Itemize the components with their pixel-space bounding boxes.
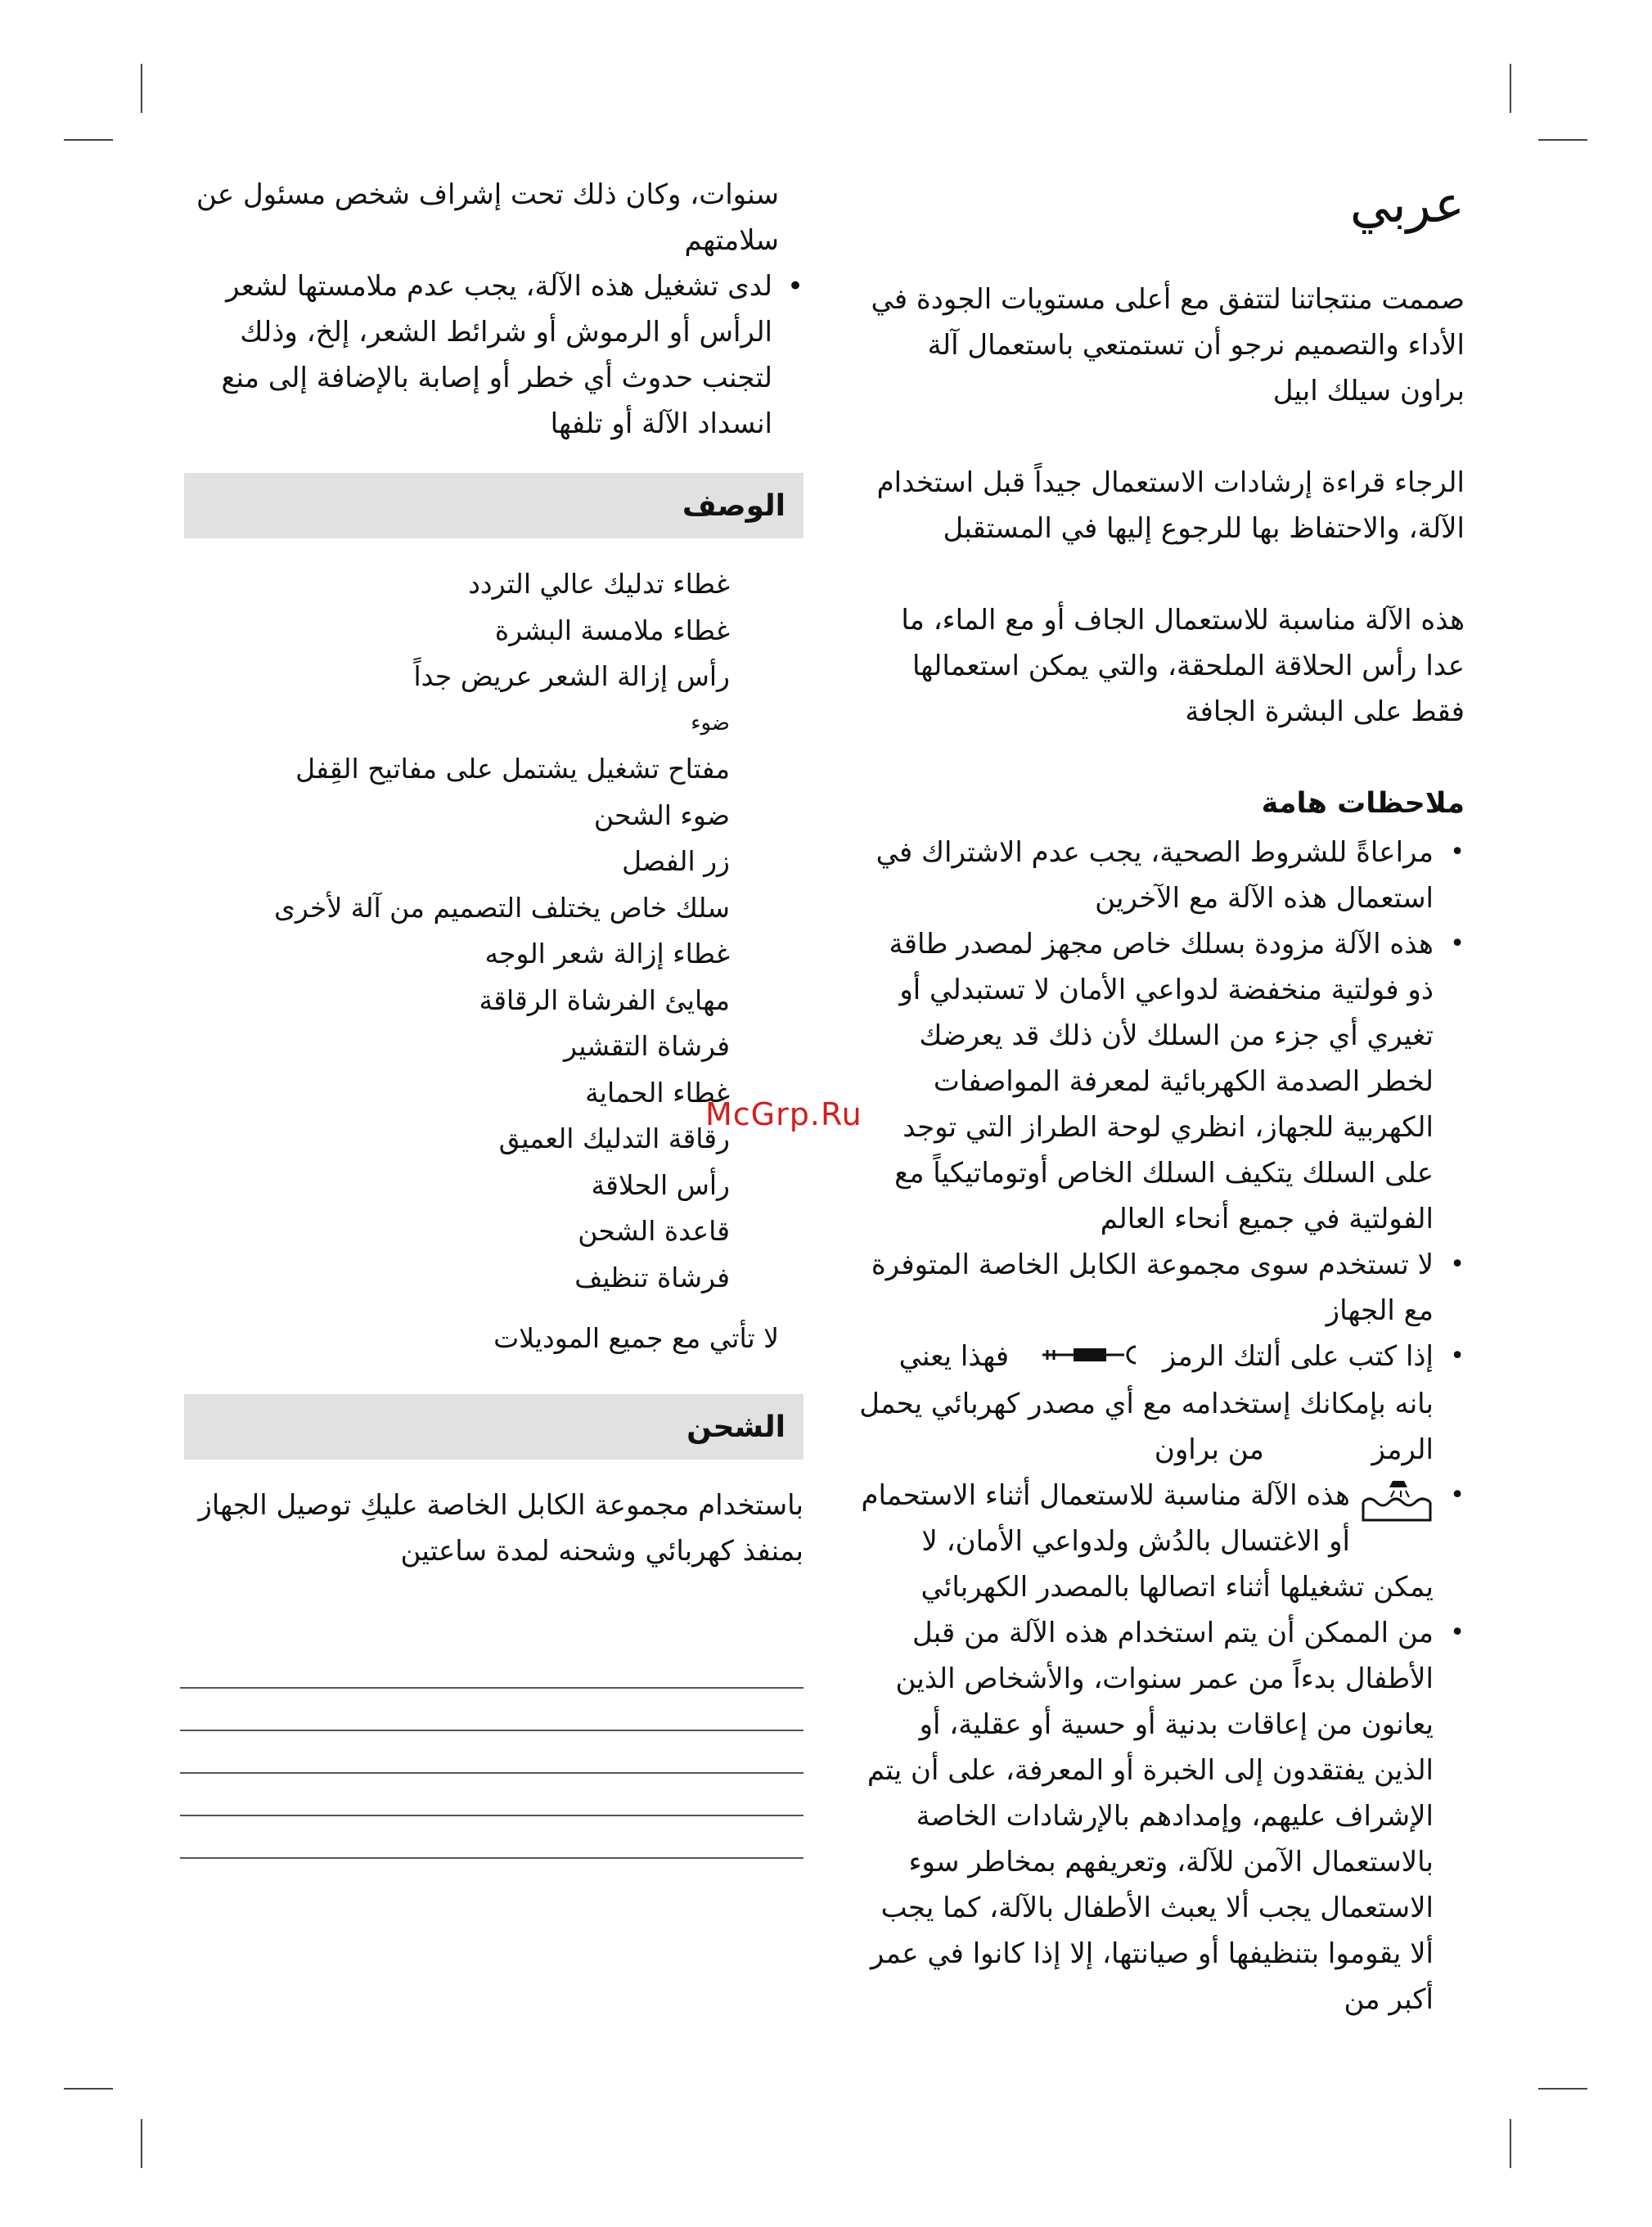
- description-heading: الوصف: [682, 488, 785, 523]
- part-item: سلك خاص يختلف التصميم من آلة لأخرى: [274, 891, 730, 924]
- language-title: عربي: [1349, 174, 1465, 234]
- parts-list: [184, 561, 803, 1301]
- important-notes-heading: ملاحظات هامة: [1261, 787, 1465, 820]
- shower-bath-icon: [1360, 1478, 1434, 1541]
- right-column: [855, 172, 1465, 2022]
- part-item: ضوء الشحن: [593, 799, 730, 831]
- part-item: زر الفصل: [622, 845, 730, 877]
- part-item: رأس الحلاقة: [591, 1168, 730, 1201]
- ruled-line: [180, 1772, 803, 1774]
- part-item: مهايئ الفرشاة الرقاقة: [479, 983, 730, 1016]
- children-note-continuation: سنوات، وكان ذلك تحت إشراف شخص مسئول عن سلامتهم: [196, 178, 779, 257]
- note-item-children: • من الممكن أن يتم استخدام هذه الآلة من قبل الأطفال بدءاً من عمر سنوات، والأشخاص الذين يعانون من إعاقات بدنية أو حسية أو عقلية، أو الذين يفتقدون إلى الخبرة أو المعرفة، على أن يتم الإشراف عليهم، وإمدادهم بالإرشادات الخاصة بالاستعمال الآمن للآلة، وتعريفهم بمخاطر سوء الاستعمال يجب ألا يعبث الأطفال بالآلة، كما يجب ألا يقوموا بتنظيفها أو صيانتها، إلا إذا كانوا في عمر أكبر من: [855, 1610, 1465, 2022]
- ruled-line: [180, 1815, 803, 1816]
- note-item-symbol: [855, 1334, 1465, 1473]
- crop-mark: [1538, 139, 1587, 141]
- note-item: • لا تستخدم سوى مجموعة الكابل الخاصة المتوفرة مع الجهاز: [855, 1242, 1465, 1334]
- power-plug-icon: [1033, 1335, 1139, 1381]
- crop-mark: [1510, 2119, 1511, 2168]
- part-item: غطاء إزالة شعر الوجه: [484, 938, 730, 970]
- part-item: فرشاة تنظيف: [574, 1261, 730, 1293]
- watermark: McGrp.Ru: [705, 1096, 862, 1132]
- crop-mark: [141, 2119, 142, 2168]
- ruled-line: [180, 1687, 803, 1689]
- part-item: رقاقة التدليك العميق: [498, 1122, 730, 1154]
- ruled-line: [180, 1857, 803, 1859]
- shower-note-text: هذه الآلة مناسبة للاستعمال أثناء الاستحمام أو الاغتسال بالدُش ولدواعي الأمان، لا يمكن تشغيلها أثناء اتصالها بالمصدر الكهربائي: [861, 1478, 1434, 1604]
- important-notes-list: [855, 830, 1465, 2022]
- note-lines: [180, 1687, 803, 1900]
- part-item: ضوء: [691, 710, 730, 736]
- part-item: رأس إزالة الشعر عريض جداً: [413, 660, 730, 692]
- note-item-shower: [855, 1473, 1465, 1610]
- description-heading-bar: [184, 473, 803, 538]
- symbol-text-1: إذا كتب على ألتك الرمز: [1162, 1340, 1434, 1373]
- suitability-paragraph: هذه الآلة مناسبة للاستعمال الجاف أو مع الماء، ما عدا رأس الحلاقة الملحقة، والتي يمكن استعمالها فقط على البشرة الجافة: [901, 604, 1465, 728]
- part-item: قاعدة الشحن: [578, 1215, 730, 1247]
- hair-warning-item: • لدى تشغيل هذه الآلة، يجب عدم ملامستها لشعر الرأس أو الرموش أو شرائط الشعر، إلخ، وذلك لتجنب حدوث أي خطر أو إصابة بالإضافة إلى منع انسداد الآلة أو تلفها: [184, 263, 803, 447]
- read-instructions-paragraph: الرجاء قراءة إرشادات الاستعمال جيداً قبل استخدام الآلة، والاحتفاظ بها للرجوع إليها في المستقبل: [876, 466, 1465, 545]
- left-column: [184, 172, 803, 1574]
- part-item: مفتاح تشغيل يشتمل على مفاتيح القِفل: [295, 753, 730, 785]
- part-item: غطاء تدليك عالي التردد: [468, 568, 730, 600]
- charging-heading: الشحن: [686, 1410, 785, 1444]
- ruled-line: [180, 1730, 803, 1731]
- crop-mark: [64, 139, 113, 141]
- crop-mark: [64, 2088, 113, 2090]
- models-note: لا تأتي مع جميع الموديلات: [493, 1322, 779, 1354]
- note-item: • مراعاةً للشروط الصحية، يجب عدم الاشتراك في استعمال هذه الآلة مع الآخرين: [855, 830, 1465, 921]
- charging-paragraph: باستخدام مجموعة الكابل الخاصة عليكِ توصيل الجهاز بمنفذ كهربائي وشحنه لمدة ساعتين: [198, 1489, 803, 1568]
- part-item: غطاء ملامسة البشرة: [494, 614, 730, 646]
- crop-mark: [1510, 64, 1511, 113]
- note-item: • هذه الآلة مزودة بسلك خاص مجهز لمصدر طاقة ذو فولتية منخفضة لدواعي الأمان لا تستبدلي أو تغيري أي جزء من السلك لأن ذلك قد يعرضك لخطر الصدمة الكهربائية لمعرفة المواصفات الكهربية للجهاز، انظري لوحة الطراز التي توجد على السلك يتكيف السلك الخاص أوتوماتيكياً مع الفولتية في جميع أنحاء العالم: [855, 921, 1465, 1242]
- charging-heading-bar: [184, 1394, 803, 1460]
- crop-mark: [1538, 2088, 1587, 2090]
- crop-mark: [141, 64, 142, 113]
- part-item: غطاء الحماية: [585, 1076, 730, 1109]
- part-item: فرشاة التقشير: [564, 1030, 730, 1062]
- symbol-text-3: من براون: [1154, 1433, 1264, 1466]
- intro-paragraph: صممت منتجاتنا لتتفق مع أعلى مستويات الجودة في الأداء والتصميم نرجو أن تستمتعي باستعمال آلة براون سيلك ابيل: [871, 283, 1465, 407]
- symbol-text-2: فهذا يعني بانه بإمكانك إستخدامه مع أي مصدر كهربائي يحمل الرمز: [859, 1340, 1434, 1466]
